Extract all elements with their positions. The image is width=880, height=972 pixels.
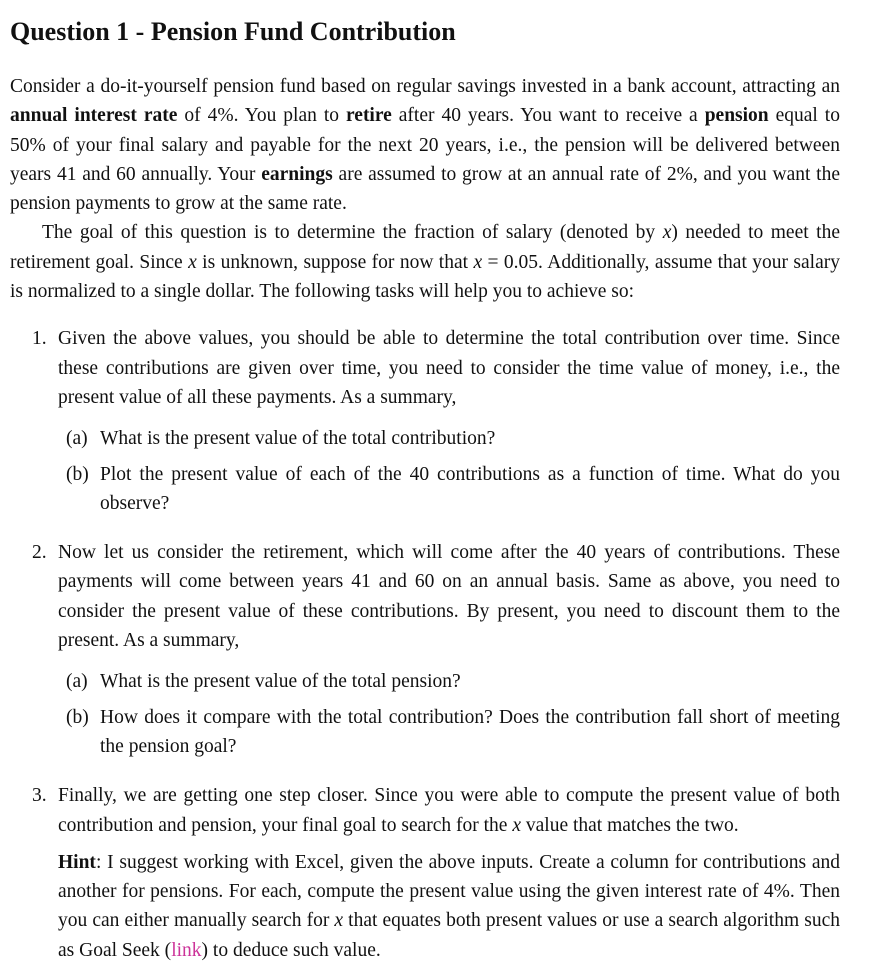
bold-term: annual interest rate (10, 105, 178, 127)
task-text: Finally, we are getting one step closer. Since you were able to compute the present value of both contribution and pension, your final goal to search for the (58, 785, 840, 836)
task-item-1 (10, 324, 840, 518)
bold-term: earnings (261, 163, 333, 185)
page-title: Question 1 - Pension Fund Contribution (10, 17, 456, 46)
intro-paragraph (10, 72, 840, 218)
task-item-2 (10, 538, 840, 761)
text: are assumed to grow at an annual rate of 2%, and you want the pension payments to grow at the same rate. (10, 163, 841, 215)
task-item-3 (10, 781, 840, 965)
text: Consider a do-it-yourself pension fund based on regular savings invested in a bank account, attracting an (10, 76, 840, 97)
goal-seek-link[interactable]: link (171, 939, 202, 961)
subtask-item (58, 667, 840, 696)
bold-term: pension (704, 105, 769, 127)
item-number: 2. (32, 542, 47, 564)
subtask-item (58, 460, 840, 519)
task-text: Now let us consider the retirement, which will come after the 40 years of contributions. These payments will come between years 41 and 60 on an annual basis. Same as above, you need to consider the present value of these contributions. By present, you need to discount them to the present. As a summary, (58, 542, 840, 652)
subtask-text: What is the present value of the total contribution? (100, 428, 496, 450)
subtask-item (58, 703, 840, 762)
item-number: (b) (66, 706, 89, 728)
hint-text: that equates both present values or use a search algorithm such as Goal Seek ( (58, 910, 840, 961)
math-variable: x (473, 251, 483, 273)
text: of 4%. You plan to (177, 105, 346, 127)
text: after 40 years. You want to receive a (391, 105, 705, 127)
math-variable: x (662, 222, 672, 244)
math-variable: x (334, 910, 344, 932)
subtask-text: Plot the present value of each of the 40 contributions as a function of time. What do you observe? (100, 463, 840, 514)
text: The goal of this question is to determine the fraction of salary (denoted by (42, 222, 663, 244)
subtask-item (58, 424, 840, 453)
task-text: value that matches the two. (521, 814, 739, 836)
math-variable: x (188, 251, 197, 273)
math-variable: x (512, 814, 521, 836)
item-number: (a) (66, 671, 88, 693)
bold-term: retire (345, 105, 392, 127)
task-list (10, 324, 840, 965)
text: equal to 50% of your final salary and payable for the next 20 years, i.e., the pension will be delivered between years 41 and 60 annually. Your (10, 105, 840, 185)
item-number: (a) (66, 428, 88, 450)
hint-text: : I suggest working with Excel, given the above inputs. Create a column for contributions and another for pensions. For each, compute the present value using the given interest rate of 4%. Then you can either manually search for (58, 851, 840, 932)
hint-paragraph (58, 848, 840, 965)
item-number: 1. (32, 328, 47, 350)
subtask-list (58, 424, 840, 518)
item-number: (b) (66, 463, 89, 485)
text: = 0.05. Additionally, assume that your salary is normalized to a single dollar. The following tasks will help you to achieve so: (10, 251, 840, 303)
goal-paragraph (10, 218, 840, 306)
hint-label: Hint (58, 851, 96, 873)
subtask-text: How does it compare with the total contribution? Does the contribution fall short of meeting the pension goal? (100, 706, 840, 757)
subtask-text: What is the present value of the total pension? (100, 671, 461, 693)
subtask-list (58, 667, 840, 761)
text: ) needed to meet the retirement goal. Since (10, 222, 840, 273)
hint-text: ) to deduce such value. (201, 939, 381, 961)
text: is unknown, suppose for now that (196, 251, 474, 273)
task-text: Given the above values, you should be able to determine the total contribution over time. Since these contributions are given over time, you need to consider the time value of money, i.e., the present value of all these payments. As a summary, (58, 328, 840, 408)
item-number: 3. (32, 785, 47, 807)
